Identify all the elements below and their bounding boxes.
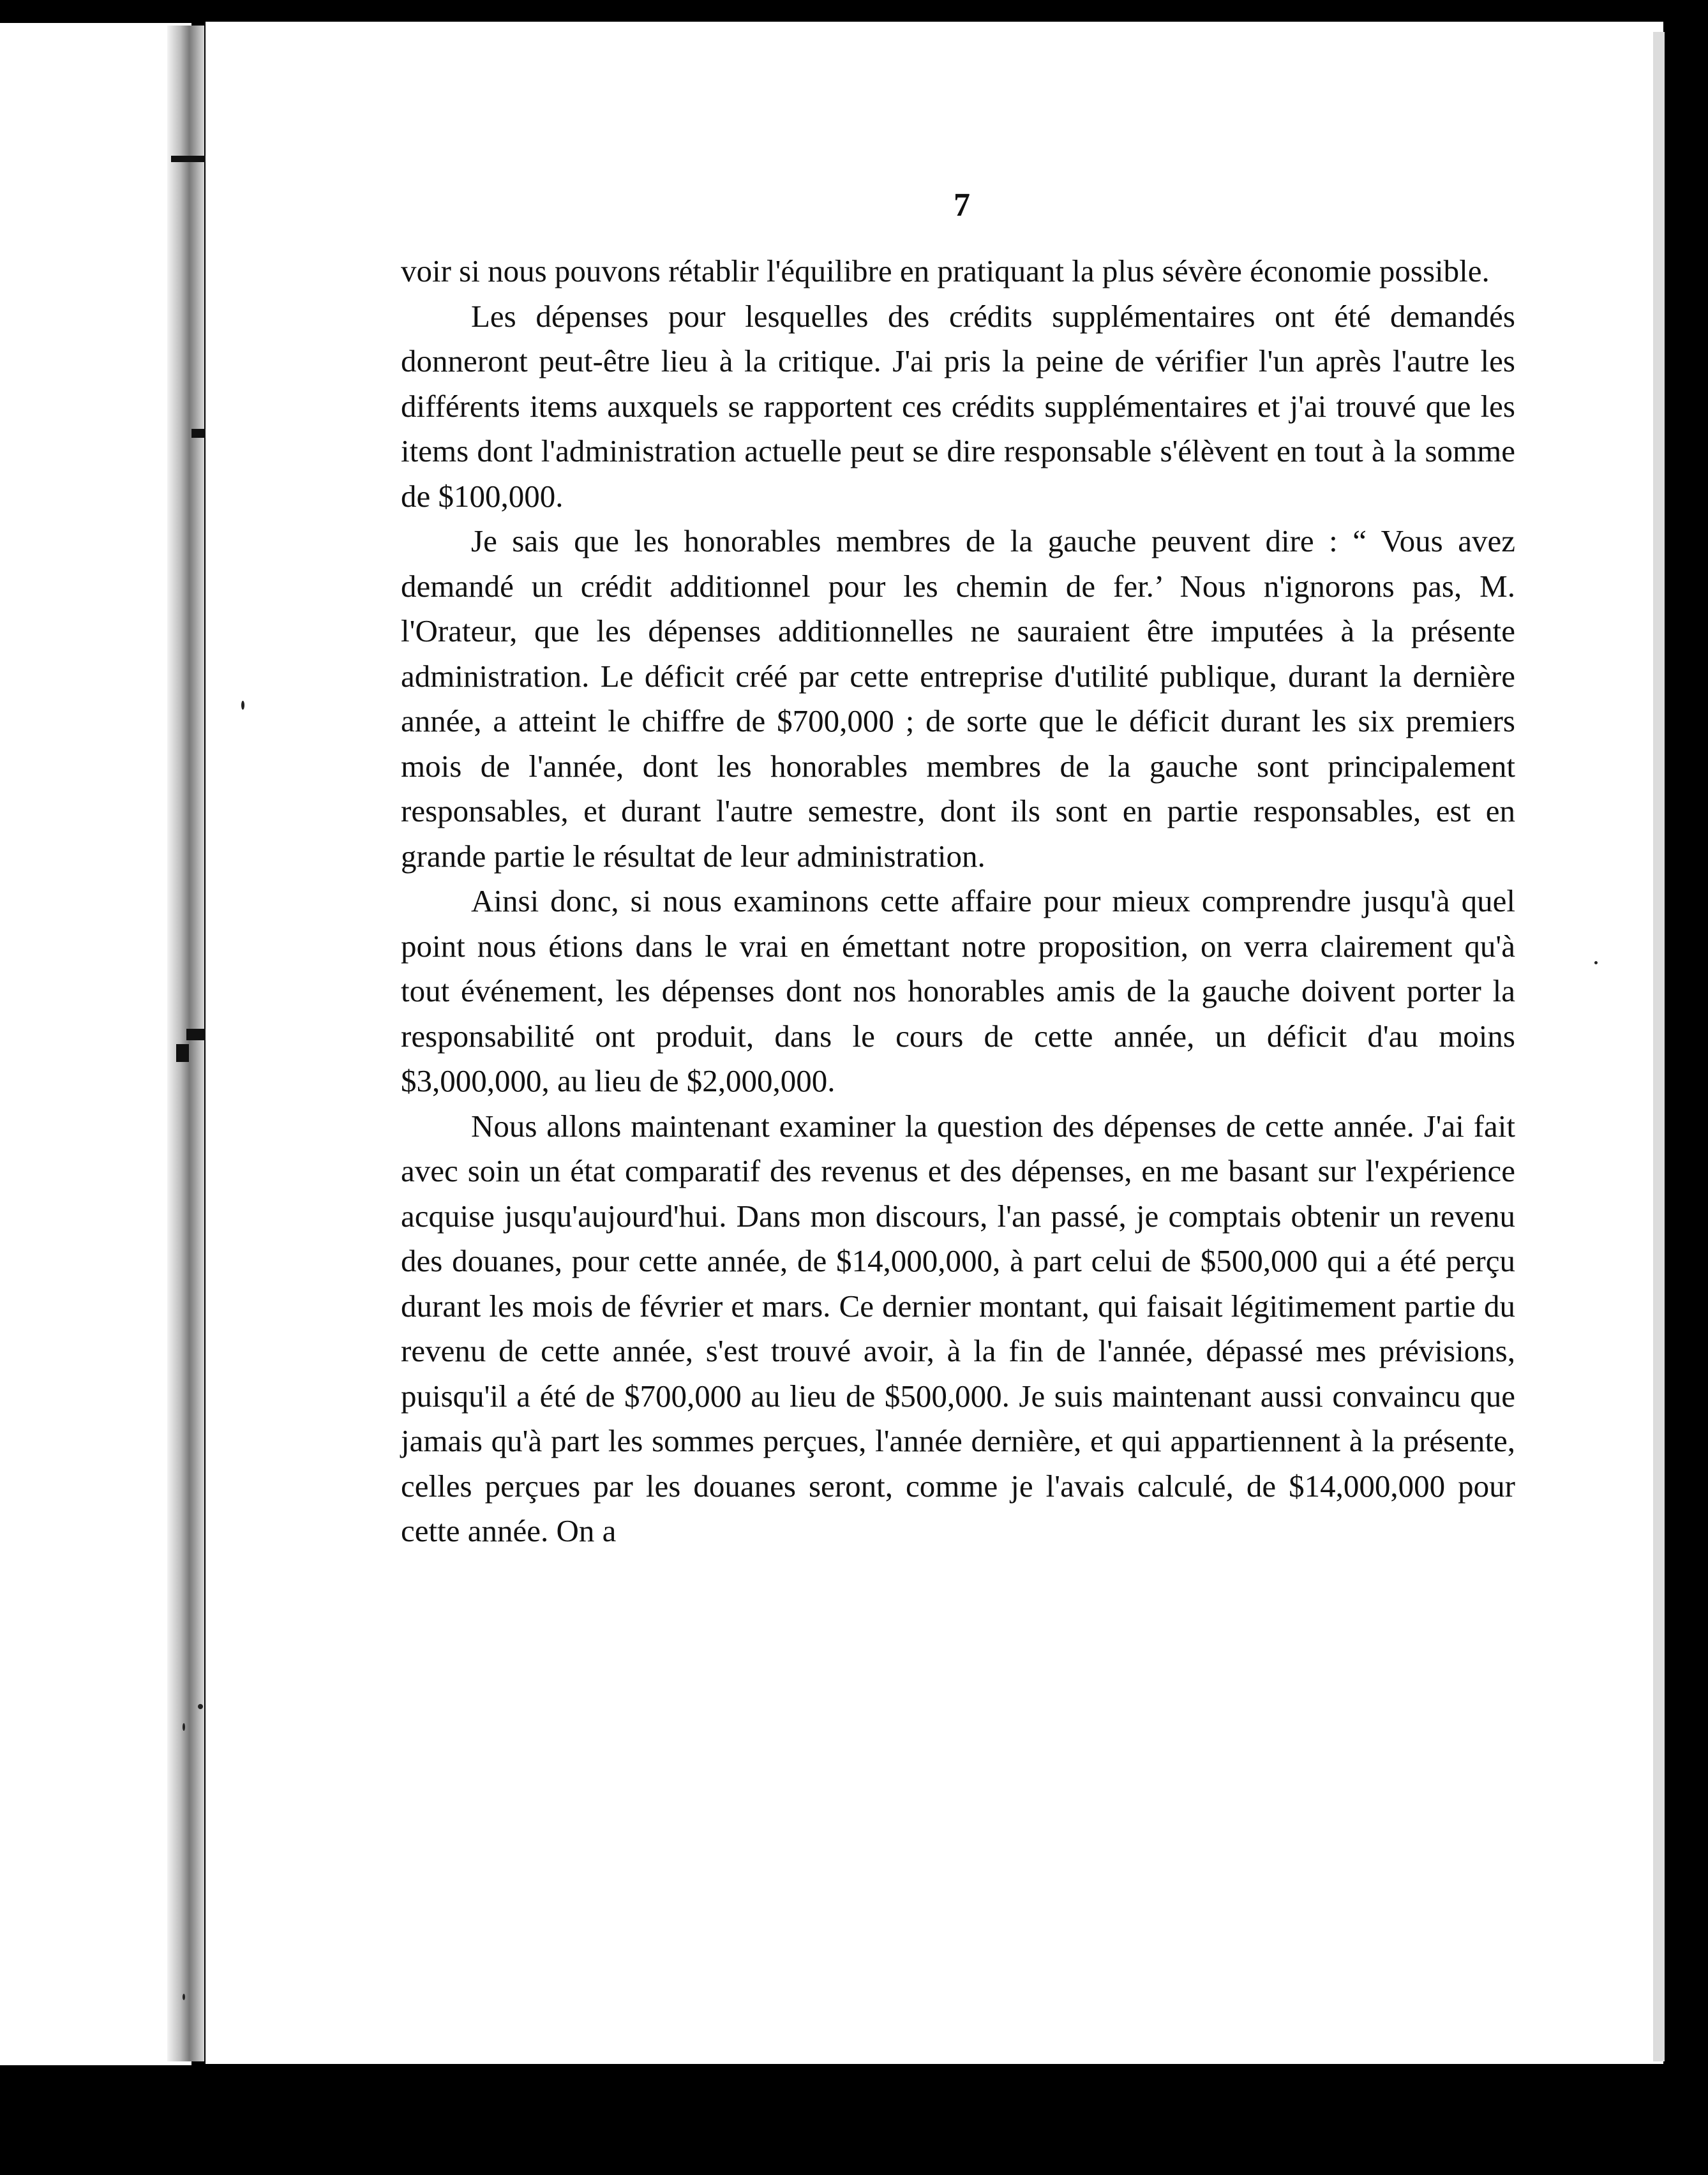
page-edge-shadow (1653, 32, 1665, 2061)
scan-speck (183, 1723, 185, 1731)
scan-speck (198, 1704, 203, 1709)
binding-staple (176, 1044, 189, 1062)
paragraph: Les dépenses pour lesquelles des crédits supplémentaires ont été demandés donneront peut-être lieu à la critique. J'ai pris la peine de vérifier l'un après l'autre les différents items auxquels se rapportent ces crédits supplémentaires et j'ai trouvé que les items dont l'administration actuelle peut se dire responsable s'élèvent en tout à la somme de $100,000. (401, 298, 1515, 514)
facing-page-edge (0, 23, 191, 2065)
scan-speck (241, 701, 244, 710)
paragraph: Je sais que les honorables membres de la gauche peuvent dire : “ Vous avez demandé un crédit additionnel pour les chemin de fer.’ Nous n'ignorons pas, M. l'Orateur, que les dépenses additionnelles ne sauraient être imputées à la présente administration. Le déficit créé par cette entreprise d'utilité publique, durant la dernière année, a atteint le chiffre de $700,000 ; de sorte que le déficit durant les six premiers mois de l'année, dont les honorables membres de la gauche sont principalement responsables, et durant l'autre semestre, dont ils sont en partie responsables, est en grande partie le résultat de leur administration. (401, 523, 1515, 874)
scan-speck (183, 1994, 185, 2000)
paragraph: Nous allons maintenant examiner la question des dépenses de cette année. J'ai fait avec soin un état comparatif des revenus et des dépenses, en me basant sur l'expérience acquise jusqu'aujourd'hui. Dans mon discours, l'an passé, je comptais obtenir un revenu des douanes, pour cette année, de $14,000,000, à part celui de $500,000 qui a été perçu durant les mois de février et mars. Ce dernier montant, qui faisait légitimement partie du revenu de cette année, s'est trouvé avoir, à la fin de l'année, dépassé mes prévisions, puisqu'il a été de $700,000 au lieu de $500,000. Je suis maintenant aussi convaincu que jamais qu'à part les sommes perçues, l'année dernière, et qui appartiennent à la présente, celles perçues par les douanes seront, comme je l'avais calculé, de $14,000,000 pour cette année. On a (401, 1108, 1515, 1548)
book-binding (167, 26, 204, 2061)
body-text (401, 249, 1515, 1554)
paragraph: Ainsi donc, si nous examinons cette affaire pour mieux comprendre jusqu'à quel point nous étions dans le vrai en émettant notre proposition, on verra clairement qu'à tout événement, les dépenses dont nos honorables amis de la gauche doivent porter la responsabilité ont produit, dans le cours de cette année, un déficit d'au moins $3,000,000, au lieu de $2,000,000. (401, 883, 1515, 1098)
page-number: 7 (954, 187, 970, 223)
paragraph: voir si nous pouvons rétablir l'équilibre en pratiquant la plus sévère économie possible. (401, 253, 1490, 288)
scan-speck (1594, 961, 1598, 964)
